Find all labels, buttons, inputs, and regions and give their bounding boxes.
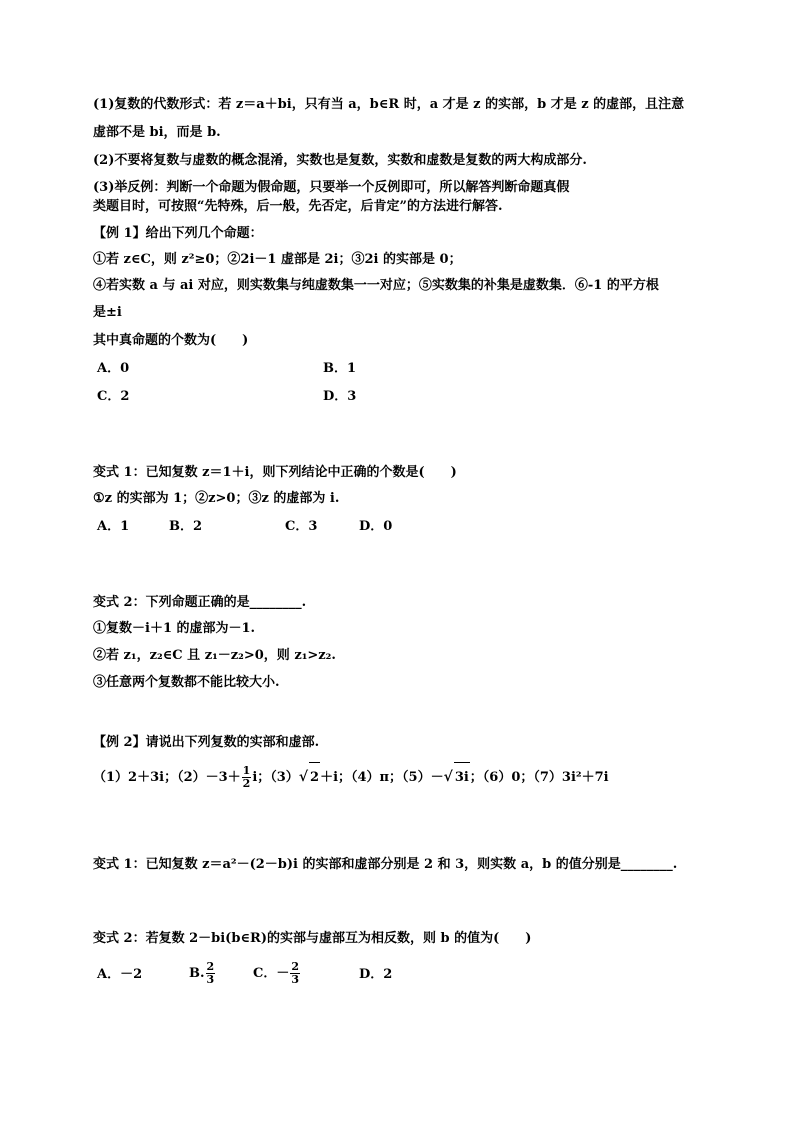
variant-2-title: 变式 2：下列命题正确的是________. — [93, 595, 307, 610]
variant-2-line-3: ③任意两个复数都不能比较大小. — [93, 675, 280, 690]
example-2-text-2: i；（3） — [252, 770, 299, 785]
example-2-text-3: ＋i；（4）π；（5）－ — [320, 770, 444, 785]
example-1-title: 【例 1】给出下列几个命题： — [93, 226, 263, 241]
option-c-prefix: C．－ — [253, 966, 290, 981]
variant-1-option-a: A．1 — [97, 519, 130, 534]
fraction-denominator: 3 — [291, 973, 300, 986]
example-1-option-c: C．2 — [97, 389, 130, 404]
example-1-line-1: ①若 z∈C，则 z²≥0；②2i－1 虚部是 2i；③2i 的实部是 0； — [93, 252, 462, 267]
fraction-denominator: 2 — [242, 777, 251, 790]
example-2-items — [93, 762, 609, 793]
variant-2-line-2: ②若 z₁，z₂∈C 且 z₁－z₂>0，则 z₁>z₂. — [93, 648, 336, 663]
fraction-numerator: 2 — [291, 960, 300, 973]
note-1-cont: 虚部不是 bi，而是 b. — [93, 125, 221, 140]
sqrt-radicand-b: 3i — [454, 762, 470, 793]
sqrt-icon: √ — [443, 769, 453, 785]
example-2-text-1: （1）2＋3i；（2）－3＋ — [93, 770, 241, 785]
example-1-option-d: D．3 — [323, 389, 357, 404]
fraction-one-half — [242, 765, 252, 790]
variant-1-title: 变式 1：已知复数 z＝1＋i，则下列结论中正确的个数是( ) — [93, 465, 457, 480]
variant-4-title: 变式 2：若复数 2－bi(b∈R)的实部与虚部互为相反数，则 b 的值为( ) — [93, 931, 532, 946]
variant-1-option-d: D．0 — [359, 519, 393, 534]
note-3-cont: 类题目时，可按照“先特殊，后一般，先否定，后肯定”的方法进行解答. — [93, 199, 503, 214]
variant-4-option-a: A．－2 — [97, 967, 143, 982]
example-1-option-b: B．1 — [323, 361, 357, 376]
fraction-numerator: 1 — [242, 764, 251, 777]
option-b-prefix: B. — [189, 966, 205, 981]
fraction-two-thirds — [206, 961, 216, 986]
variant-4-option-d: D．2 — [359, 967, 393, 982]
fraction-numerator: 2 — [206, 960, 215, 973]
sqrt-icon: √ — [298, 769, 309, 785]
variant-1-line-1: ①z 的实部为 1；②z>0；③z 的虚部为 i. — [93, 491, 340, 506]
example-2-text-4: ；（6）0；（7）3i²＋7i — [469, 770, 609, 785]
fraction-denominator: 3 — [206, 973, 215, 986]
variant-3-title: 变式 1：已知复数 z＝a²－(2－b)i 的实部和虚部分别是 2 和 3，则实数 a，b 的值分别是________. — [93, 857, 678, 872]
note-1: (1)复数的代数形式：若 z＝a＋bi，只有当 a，b∈R 时，a 才是 z 的实部，b 才是 z 的虚部，且注意 — [93, 97, 685, 112]
fraction-two-thirds — [290, 961, 300, 986]
variant-1-option-c: C．3 — [285, 519, 318, 534]
variant-4-option-c — [253, 959, 301, 989]
example-1-line-2: ④若实数 a 与 ai 对应，则实数集与纯虚数集一一对应；⑤实数集的补集是虚数集．⑥-1 的平方根 — [93, 278, 659, 293]
example-1-question: 其中真命题的个数为( ) — [93, 333, 249, 348]
example-1-line-3: 是±i — [93, 305, 122, 320]
variant-2-line-1: ①复数－i＋1 的虚部为－1. — [93, 621, 256, 636]
example-1-option-a: A．0 — [97, 361, 130, 376]
variant-4-option-b — [189, 959, 216, 989]
note-3: (3)举反例：判断一个命题为假命题，只要举一个反例即可，所以解答判断命题真假 — [93, 180, 570, 195]
note-2: (2)不要将复数与虚数的概念混淆，实数也是复数，实数和虚数是复数的两大构成部分. — [93, 153, 587, 168]
sqrt-radicand-a: 2 — [309, 762, 320, 793]
example-2-title: 【例 2】请说出下列复数的实部和虚部. — [93, 735, 320, 750]
variant-1-option-b: B．2 — [169, 519, 203, 534]
